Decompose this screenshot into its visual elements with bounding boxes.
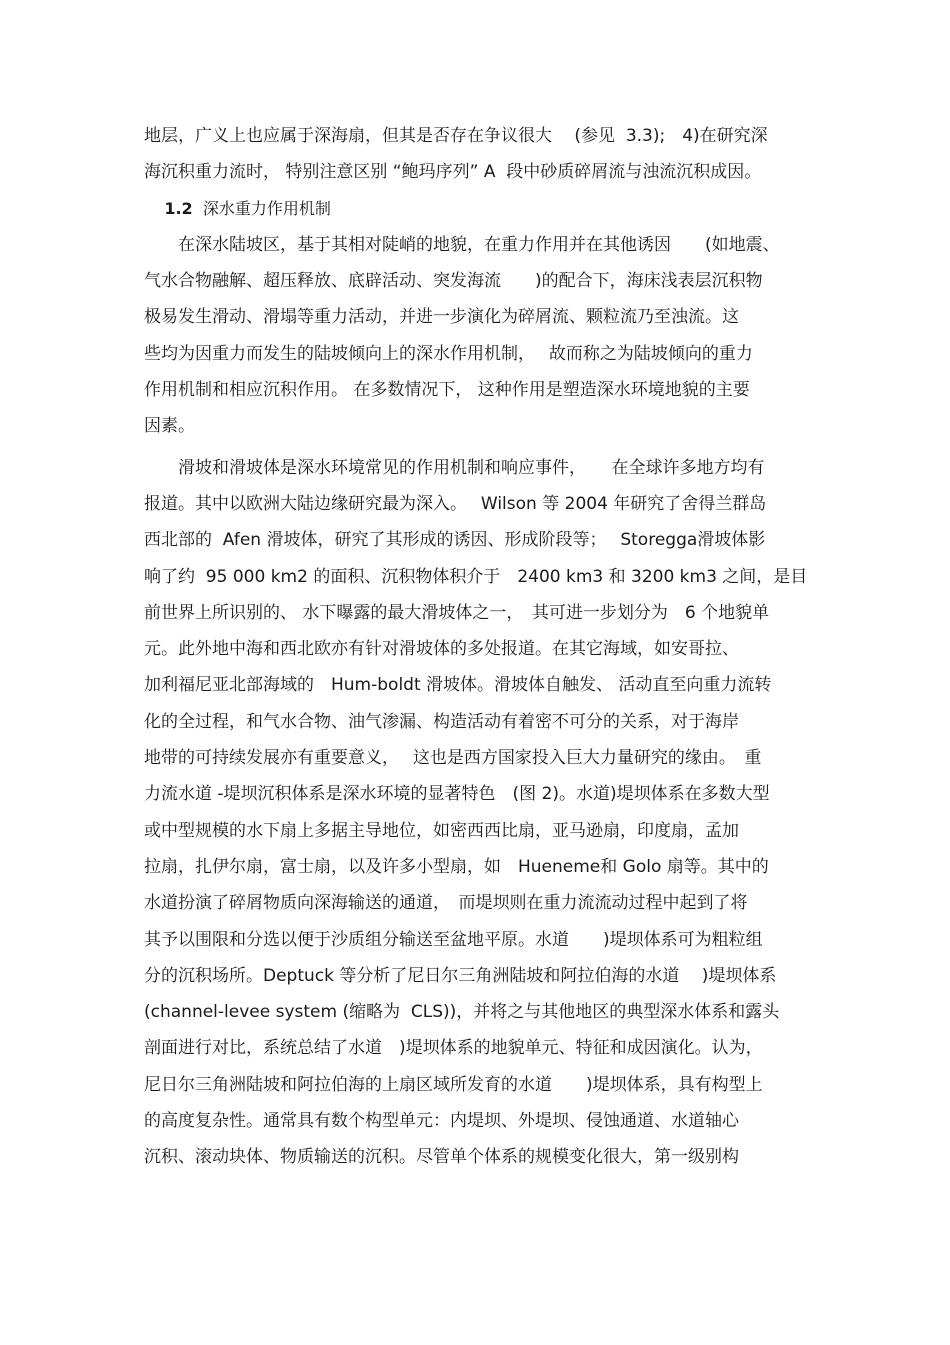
text-line: 些均为因重力而发生的陆坡倾向上的深水作用机制， 故而称之为陆坡倾向的重力 xyxy=(144,343,753,364)
text-line: 分的沉积场所。Deptuck 等分析了尼日尔三角洲陆坡和阿拉伯海的水道 )堤坝体系 xyxy=(144,965,777,986)
section-number: 1.2 xyxy=(164,198,193,218)
text-line: 在深水陆坡区，基于其相对陡峭的地貌，在重力作用并在其他诱因 (如地震、 xyxy=(144,234,780,255)
text-line: (channel-levee system (缩略为 CLS))，并将之与其他地区的典型深水体系和露头 xyxy=(144,1002,780,1023)
text-line: 滑坡和滑坡体是深水环境常见的作用机制和响应事件， 在全球许多地方均有 xyxy=(144,457,765,478)
text-line: 水道扮演了碎屑物质向深海输送的通道， 而堤坝则在重力流流动过程中起到了将 xyxy=(144,893,748,914)
text-line: 前世界上所识别的、 水下曝露的最大滑坡体之一， 其可进一步划分为 6 个地貌单 xyxy=(144,602,770,623)
text-line: 报道。其中以欧洲大陆边缘研究最为深入。 Wilson 等 2004 年研究了舍得兰群岛 xyxy=(144,493,767,514)
section-title: 深水重力作用机制 xyxy=(202,198,331,218)
text-line: 化的全过程，和气水合物、油气渗漏、构造活动有着密不可分的关系，对于海岸 xyxy=(144,711,739,732)
text-line: 西北部的 Afen 滑坡体，研究了其形成的诱因、形成阶段等； Storegga滑坡体影 xyxy=(144,530,766,551)
text-line: 响了约 95 000 km2 的面积、沉积物体积介于 2400 km3 和 3200 km3 之间，是目 xyxy=(144,566,808,587)
text-line: 尼日尔三角洲陆坡和阿拉伯海的上扇区域所发育的水道 )堤坝体系，具有构型上 xyxy=(144,1074,763,1095)
text-line: 其予以围限和分选以便于沙质组分输送至盆地平原。水道 )堤坝体系可为粗粒组 xyxy=(144,929,763,950)
text-line: 或中型规模的水下扇上多据主导地位，如密西西比扇，亚马逊扇，印度扇，孟加 xyxy=(144,820,739,841)
text-line: 海沉积重力流时， 特别注意区别 “鲍玛序列” A 段中砂质碎屑流与浊流沉积成因。 xyxy=(144,162,762,183)
text-line: 气水合物融解、超压释放、底辟活动、突发海流 )的配合下，海床浅表层沉积物 xyxy=(144,271,763,292)
body-text xyxy=(144,118,814,1176)
text-line: 拉扇，扎伊尔扇，富士扇，以及许多小型扇，如 Hueneme和 Golo 扇等。其中的 xyxy=(144,856,769,877)
text-line: 元。此外地中海和西北欧亦有针对滑坡体的多处报道。在其它海域，如安哥拉、 xyxy=(144,639,739,660)
text-line: 沉积、滚动块体、物质输送的沉积。尽管单个体系的规模变化很大，第一级别构 xyxy=(144,1147,739,1168)
text-line: 剖面进行对比，系统总结了水道 )堤坝体系的地貌单元、特征和成因演化。认为， xyxy=(144,1038,763,1059)
text-line: 因素。 xyxy=(144,416,195,437)
text-line: 加利福尼亚北部海域的 Hum-boldt 滑坡体。滑坡体自触发、 活动直至向重力流转 xyxy=(144,675,772,696)
paragraph-intro xyxy=(144,118,814,191)
paragraph-1 xyxy=(144,227,814,445)
paragraph-2 xyxy=(144,450,814,1176)
text-line: 的高度复杂性。通常具有数个构型单元：内堤坝、外堤坝、侵蚀通道、水道轴心 xyxy=(144,1111,739,1132)
text-line: 力流水道 -堤坝沉积体系是深水环境的显著特色 (图 2)。水道)堤坝体系在多数大型 xyxy=(144,784,770,805)
section-heading xyxy=(144,191,814,227)
text-line: 地层，广义上也应属于深海扇，但其是否存在争议很大 (参见 3.3); 4)在研究深 xyxy=(144,126,768,146)
text-line: 极易发生滑动、滑塌等重力活动，并进一步演化为碎屑流、颗粒流乃至浊流。这 xyxy=(144,307,739,328)
text-line: 作用机制和相应沉积作用。 在多数情况下， 这种作用是塑造深水环境地貌的主要 xyxy=(144,380,750,401)
text-line: 地带的可持续发展亦有重要意义， 这也是西方国家投入巨大力量研究的缘由。 重 xyxy=(144,748,762,769)
